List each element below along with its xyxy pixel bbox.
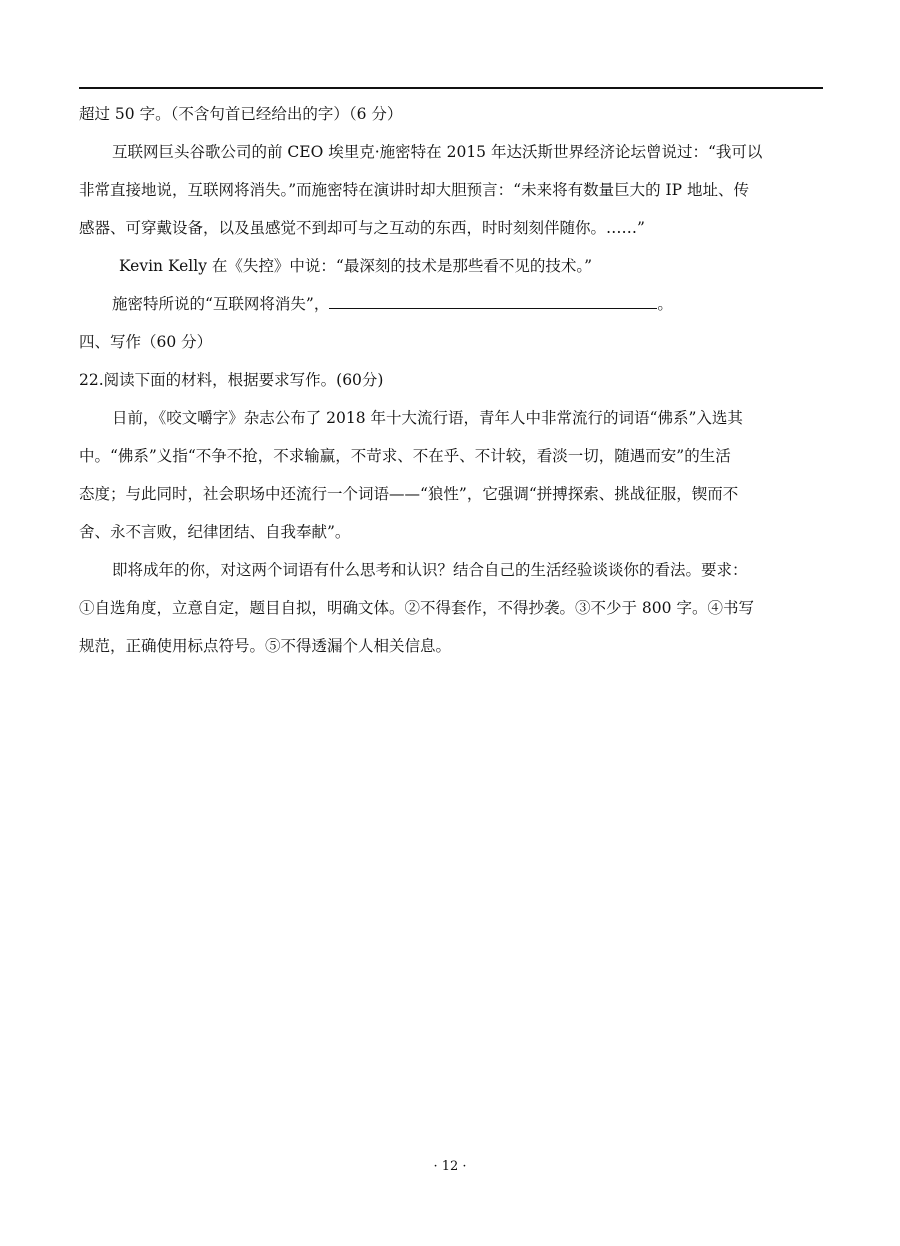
writing-material-line-3: 态度；与此同时，社会职场中还流行一个词语——“狼性”，它强调“拼搏探索、挑战征服，锲而不 xyxy=(79,485,739,503)
writing-material-line-2: 中。“佛系”义指“不争不抢，不求输赢，不苛求、不在乎、不计较，看淡一切，随遇而安”的生活 xyxy=(79,447,731,465)
answer-period: 。 xyxy=(657,295,673,313)
page-content xyxy=(79,95,823,665)
material-paragraph-1-line-2: 非常直接地说，互联网将消失。”而施密特在演讲时却大胆预言：“未来将有数量巨大的 IP 地址、传 xyxy=(79,181,750,199)
answer-prompt-text: 施密特所说的“互联网将消失”， xyxy=(112,295,330,313)
writing-material-line-1: 日前，《咬文嚼字》杂志公布了 2018 年十大流行语，青年人中非常流行的词语“佛系”入选其 xyxy=(112,409,743,427)
answer-blank[interactable] xyxy=(329,288,657,309)
answer-prompt-line xyxy=(79,285,823,323)
page-number: · 12 · xyxy=(433,1159,467,1174)
question-continuation: 超过 50 字。（不含句首已经给出的字）（6 分） xyxy=(79,105,403,123)
question-22-heading: 22.阅读下面的材料，根据要求写作。(60分) xyxy=(79,371,384,389)
writing-requirements-line-2: ①自选角度，立意自定，题目自拟，明确文体。②不得套作，不得抄袭。③不少于 800 字。④书写 xyxy=(79,599,754,617)
section-heading-writing: 四、写作（60 分） xyxy=(79,333,213,351)
header-rule xyxy=(79,87,823,89)
writing-requirements-line-3: 规范，正确使用标点符号。⑤不得透漏个人相关信息。 xyxy=(79,637,452,655)
kevin-kelly-quote: Kevin Kelly 在《失控》中说：“最深刻的技术是那些看不见的技术。” xyxy=(119,257,592,275)
writing-material-line-4: 舍、永不言败，纪律团结、自我奉献”。 xyxy=(79,523,351,541)
material-paragraph-1-line-3: 感器、可穿戴设备，以及虽感觉不到却可与之互动的东西，时时刻刻伴随你。……” xyxy=(79,219,645,237)
writing-requirements-line-1: 即将成年的你，对这两个词语有什么思考和认识？结合自己的生活经验谈谈你的看法。要求： xyxy=(112,561,748,579)
material-paragraph-1: 互联网巨头谷歌公司的前 CEO 埃里克·施密特在 2015 年达沃斯世界经济论坛曾说过：“我可以 xyxy=(112,143,763,161)
